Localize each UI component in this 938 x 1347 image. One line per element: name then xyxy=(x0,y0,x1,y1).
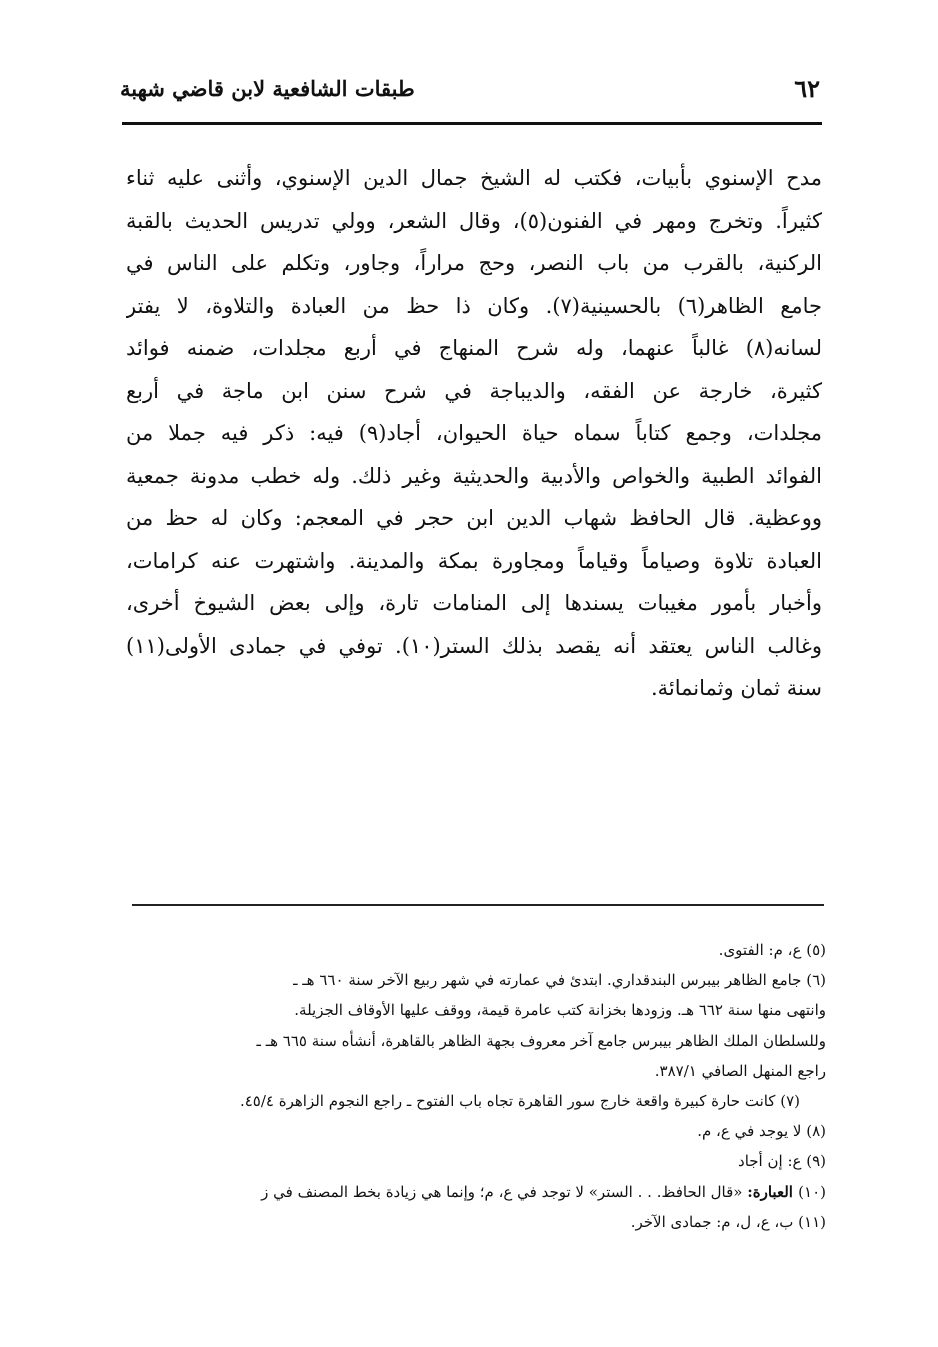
text-line: الفوائد الطبية والخواص والأدبية والحديثية وغير ذلك. وله خطب مدونة جمعية xyxy=(126,463,822,488)
main-text xyxy=(126,157,822,710)
text-line: الركنية، بالقرب من باب النصر، وحج مراراً، وجاور، وتكلم على الناس في xyxy=(126,251,822,275)
footnote-text: وللسلطان الملك الظاهر بيبرس جامع آخر معروف بجهة الظاهر بالقاهرة، أنشأه سنة ٦٦٥ هـ ـ xyxy=(256,1031,826,1050)
footnote-number: (٧) xyxy=(780,1091,800,1110)
footnote-text: راجع المنهل الصافي ٣٨٧/١. xyxy=(654,1061,826,1080)
footnote xyxy=(126,1116,826,1146)
footnote-continuation xyxy=(126,995,826,1025)
footnote xyxy=(126,1177,826,1207)
footnote-number: (٥) xyxy=(806,941,826,959)
footnote-number: (٦) xyxy=(806,971,826,990)
text-line: جامع الظاهر(٦) بالحسينية(٧). وكان ذا حظ من العبادة والتلاوة، لا يفتر xyxy=(126,293,822,318)
footnote-text: وانتهى منها سنة ٦٦٢ هـ. وزودها بخزانة كتب عامرة قيمة، ووقف عليها الأوقاف الجزيلة. xyxy=(294,1001,826,1020)
text-line: مدح الإسنوي بأبيات، فكتب له الشيخ جمال الدين الإسنوي، وأثنى عليه ثناء xyxy=(126,166,822,190)
footnote-number: (٩) xyxy=(806,1152,826,1171)
footnote-text: لا يوجد في ع، م. xyxy=(697,1122,807,1141)
text-line: كثيراً. وتخرج ومهر في الفنون(٥)، وقال الشعر، وولي تدريس الحديث بالقبة xyxy=(126,208,822,233)
footnote-text: كانت حارة كبيرة واقعة خارج سور القاهرة تجاه باب الفتوح ـ راجع النجوم الزاهرة ٤٥/٤. xyxy=(239,1091,781,1110)
text-line: ووعظية. قال الحافظ شهاب الدين ابن حجر في المعجم: وكان له حظ من xyxy=(126,506,822,530)
footnote-separator xyxy=(132,904,824,906)
header-rule xyxy=(122,122,822,125)
footnote-number: (٨) xyxy=(806,1122,826,1141)
page-header xyxy=(120,68,820,116)
footnote xyxy=(126,1146,826,1176)
footnote-number: (١٠) xyxy=(798,1182,826,1201)
text-line: مجلدات، وجمع كتاباً سماه حياة الحيوان، أجاد(٩) فيه: ذكر فيه جملا من xyxy=(126,421,822,445)
footnote-keyword: العبارة: xyxy=(747,1182,799,1201)
footnote-text: جامع الظاهر بيبرس البندقداري. ابتدئ في عمارته في شهر ربيع الآخر سنة ٦٦٠ هـ ـ xyxy=(293,971,807,990)
footnote-text: ع، م: الفتوى. xyxy=(718,941,807,959)
text-line: وأخبار بأمور مغيبات يسندها إلى المنامات تارة، وإلى بعض الشيوخ أخرى، xyxy=(126,591,822,615)
footnote-text: ب، ع، ل، م: جمادى الآخر. xyxy=(630,1212,799,1231)
footnote xyxy=(126,1207,826,1237)
footnote-continuation xyxy=(126,1056,826,1086)
text-line: لسانه(٨) غالباً عنهما، وله شرح المنهاج في أربع مجلدات، ضمنه فوائد xyxy=(126,336,822,360)
footnotes xyxy=(126,935,826,1237)
text-line: العبادة تلاوة وصياماً وقياماً ومجاورة بمكة والمدينة. واشتهرت عنه كرامات، xyxy=(126,548,822,573)
page-number: ٦٢ xyxy=(794,74,820,103)
text-line: كثيرة، خارجة عن الفقه، والديباجة في شرح سنن ابن ماجة في أربع xyxy=(126,378,822,403)
running-title: طبقات الشافعية لابن قاضي شهبة xyxy=(120,76,415,101)
footnote xyxy=(126,965,826,995)
footnote-continuation xyxy=(126,1026,826,1056)
text-line: وغالب الناس يعتقد أنه يقصد بذلك الستر(١٠). توفي في جمادى الأولى(١١) xyxy=(126,633,822,658)
footnote xyxy=(126,1086,826,1116)
footnote-text: ع: إن أجاد xyxy=(738,1152,807,1171)
footnote-text: «قال الحافظ. . . الستر» لا توجد في ع، م؛ وإنما هي زيادة بخط المصنف في ز xyxy=(261,1182,748,1201)
footnote xyxy=(126,935,826,965)
footnote-number: (١١) xyxy=(798,1212,826,1231)
text-line: سنة ثمان وثمانمائة. xyxy=(650,676,822,700)
